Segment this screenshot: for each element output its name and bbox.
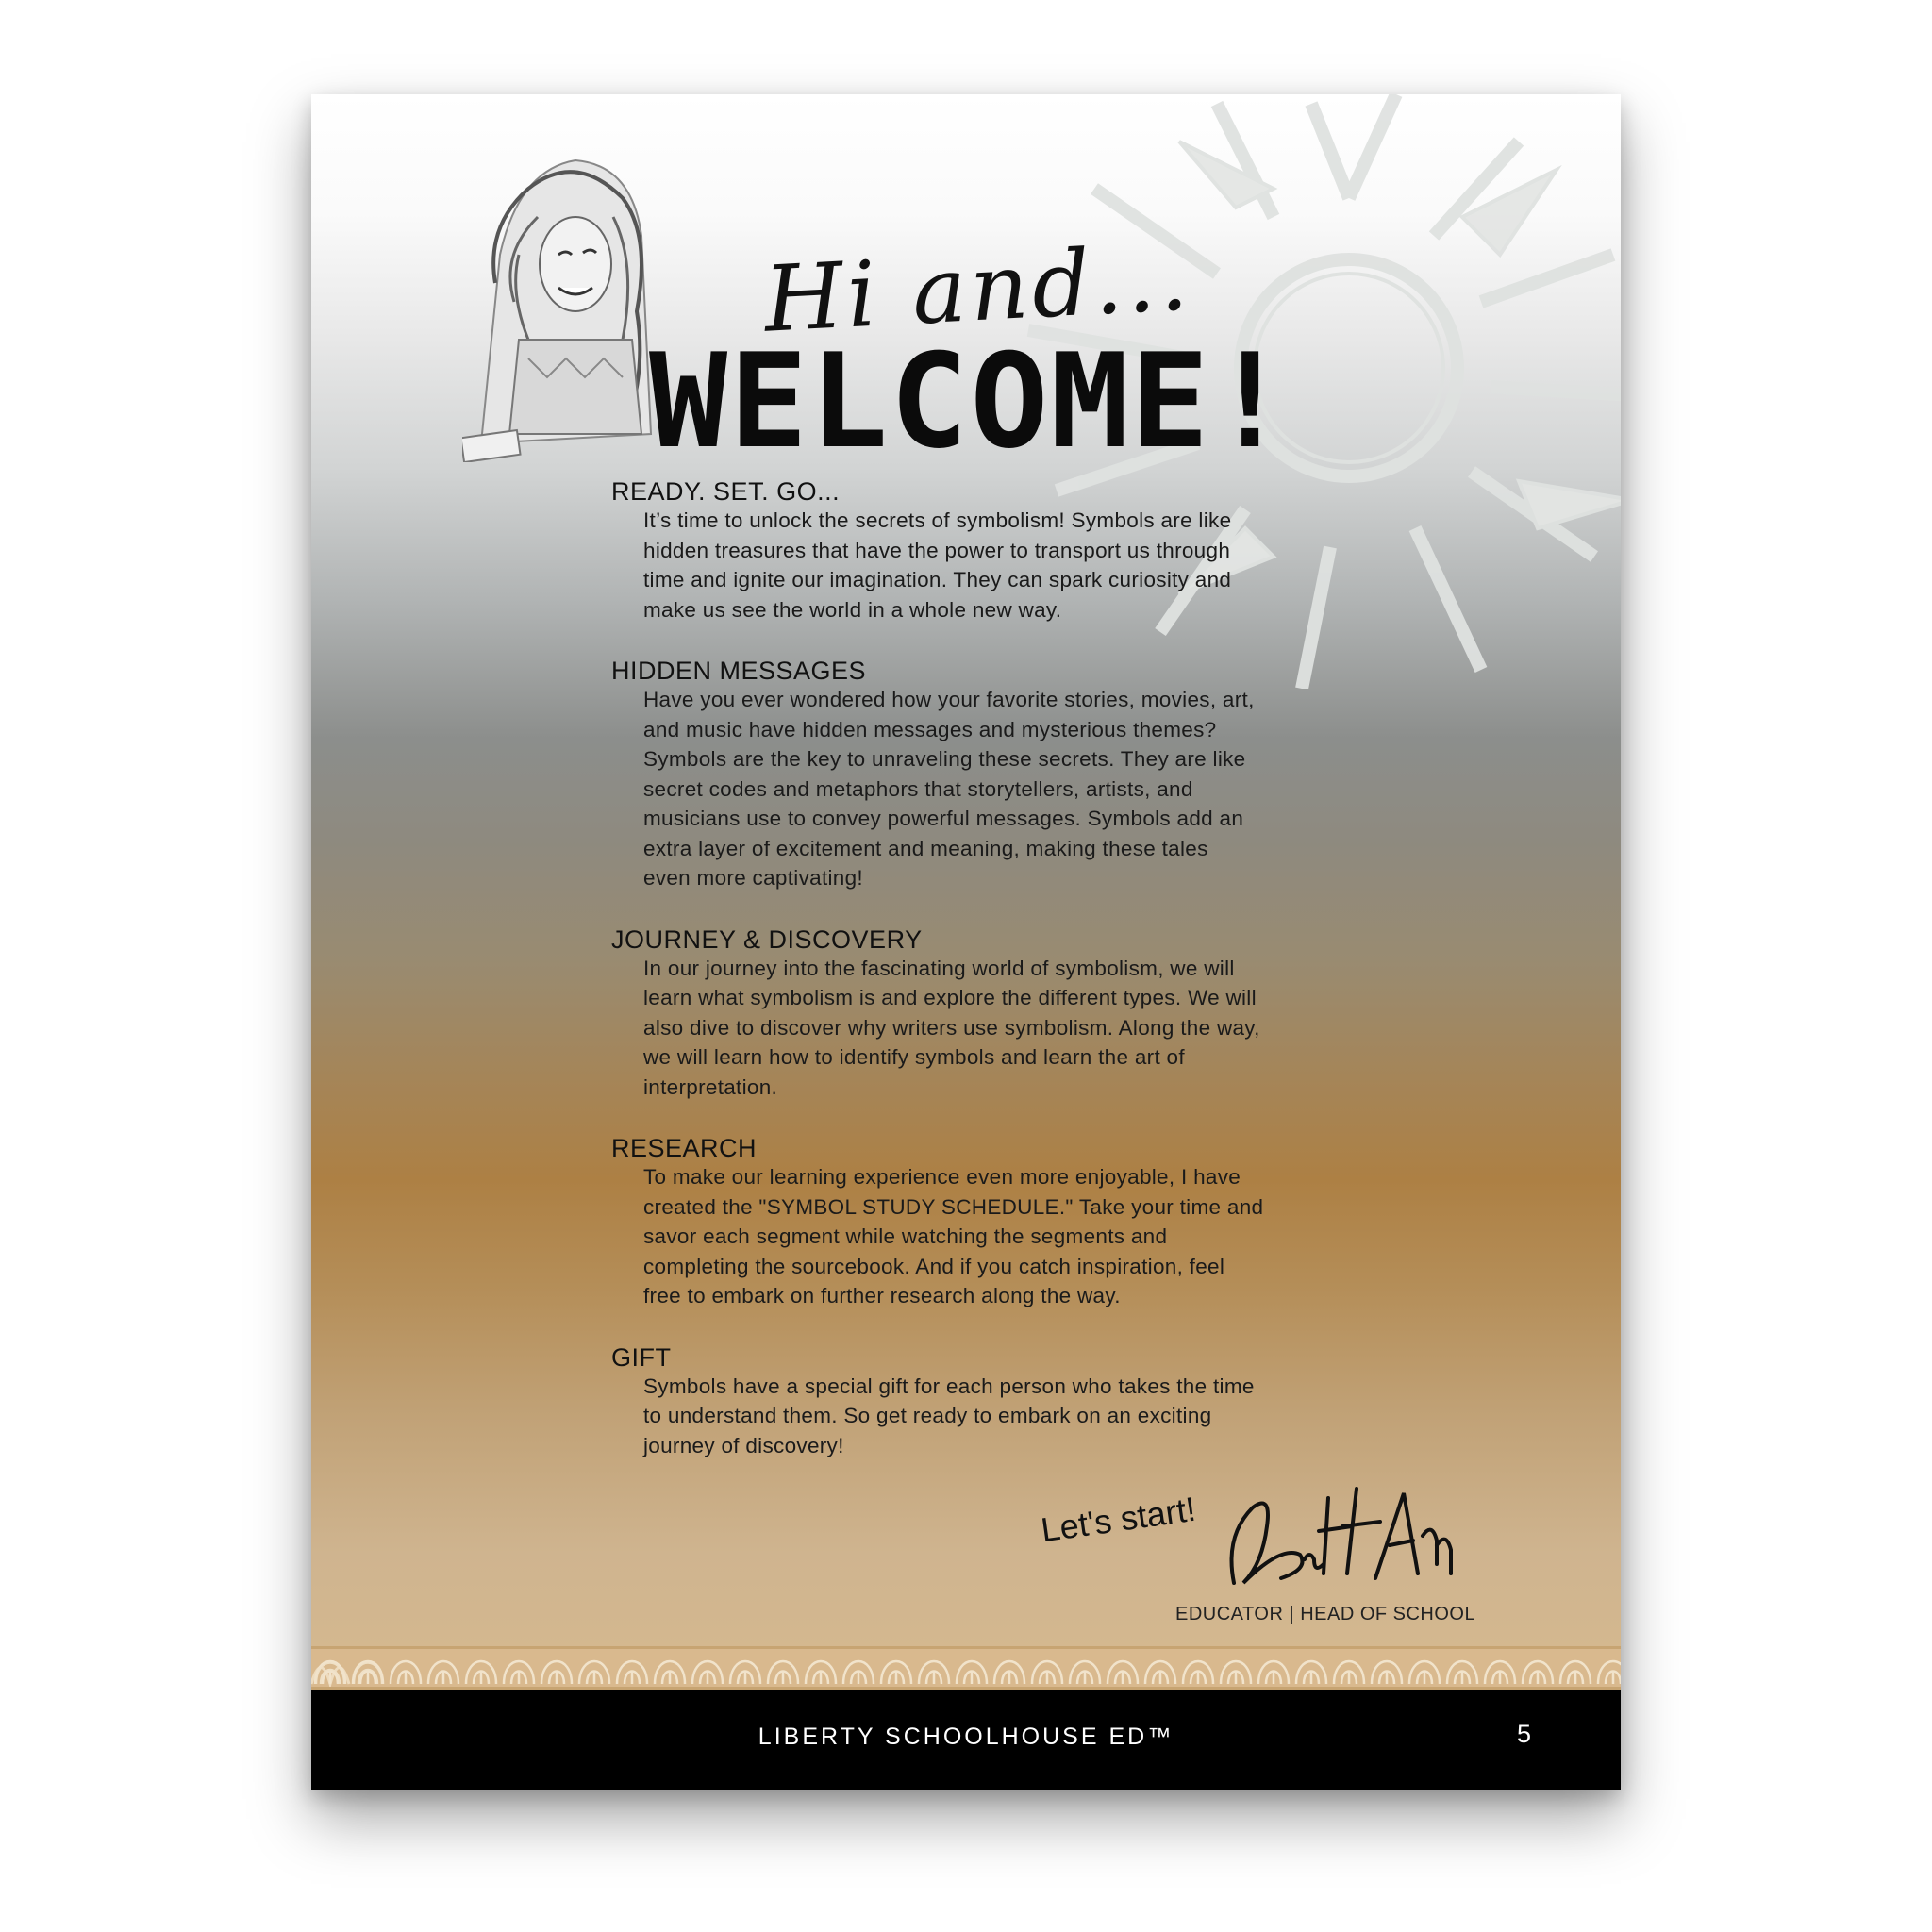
section-title: GIFT: [611, 1342, 672, 1372]
decorative-border: [311, 1646, 1621, 1690]
lets-start-text: Let's start!: [1038, 1489, 1198, 1550]
signer-role: EDUCATOR | HEAD OF SCHOOL: [1175, 1604, 1476, 1624]
section-title: READY. SET. GO...: [611, 477, 841, 506]
section-title: HIDDEN MESSAGES: [611, 657, 867, 685]
page-number: 5: [1516, 1720, 1531, 1748]
section-hidden-messages: [611, 657, 1385, 893]
section-body: Have you ever wondered how your favorite stories, movies, art, and music have hidden messages and mysterious themes? Symbols are the key to unraveling these secrets. They are like secret codes and metaphors that storytellers, artists, and musicians use to convey powerful messages. Symbols add an extra layer of excitement and meaning, making these tales even more captivating!: [643, 688, 1255, 890]
section-title: JOURNEY & DISCOVERY: [611, 924, 923, 954]
section-body: Symbols have a special gift for each person who takes the time to understand them. So get ready to embark on an exciting journey of discovery!: [643, 1374, 1255, 1457]
section-title: RESEARCH: [611, 1134, 758, 1162]
section-ready-set-go: [611, 477, 1385, 625]
welcome-heading: WELCOME!: [649, 325, 1291, 477]
section-journey-discovery: [611, 925, 1385, 1103]
author-portrait-sketch: [462, 151, 670, 462]
document-page: [311, 94, 1621, 1790]
section-body: To make our learning experience even more enjoyable, I have created the "SYMBOL STUDY SCHEDULE." Take your time and savor each segment while watching the segments and completing the sourcebook. And if you catch inspiration, feel free to embark on further research along the way.: [643, 1165, 1264, 1307]
handwritten-signature: [1215, 1479, 1479, 1602]
section-gift: [611, 1343, 1385, 1461]
content-sections: [611, 477, 1385, 1481]
footer-brand: LIBERTY SCHOOLHOUSE ED™: [758, 1724, 1174, 1750]
page-footer: [311, 1690, 1621, 1790]
section-body: In our journey into the fascinating world of symbolism, we will learn what symbolism is and explore the different types. We will also dive to discover why writers use symbolism. Along the way, we will learn how to identify symbols and learn the art of interpretation.: [643, 956, 1260, 1099]
section-research: [611, 1134, 1385, 1311]
section-body: It’s time to unlock the secrets of symbolism! Symbols are like hidden treasures that have the power to transport us through time and ignite our imagination. They can spark curiosity and make us see the world in a whole new way.: [643, 508, 1232, 622]
greeting-hi-and: Hi and...: [761, 225, 1194, 353]
